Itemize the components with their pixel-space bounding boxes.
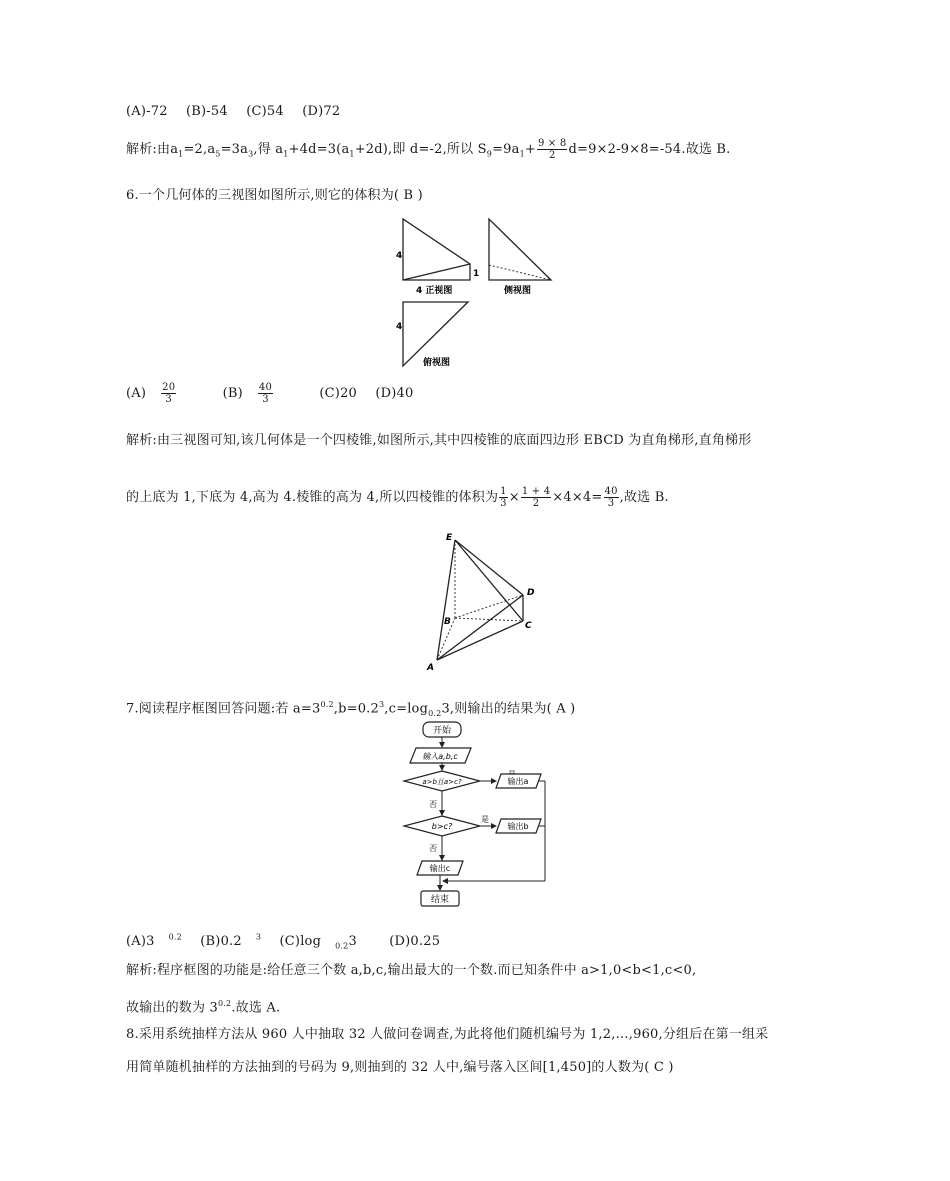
flow-cond1-label: a>b且a>c?	[422, 778, 462, 786]
label-c: C	[525, 621, 532, 631]
flow-output-b-label: 输出b	[507, 822, 529, 831]
side-view-label: 侧视图	[504, 286, 532, 296]
front-right-dim: 1	[473, 269, 480, 279]
q5-choice-a: (A)-72	[126, 104, 168, 119]
q5-fraction: $\frac{9 \times 8}{2}$	[537, 138, 567, 161]
side-view	[489, 219, 551, 296]
label-d: D	[527, 588, 535, 598]
flow-cond2-label: b>c?	[431, 822, 453, 831]
top-left-dim: 4	[396, 322, 403, 332]
top-view-label: 俯视图	[423, 358, 451, 368]
q5-choice-c: (C)54	[246, 104, 284, 119]
flow-output-a-label: 输出a	[507, 777, 529, 786]
q8-line2: 用简单随机抽样的方法抽到的号码为 9,则抽到的 32 人中,编号落入区间[1,450]的人数为( C )	[126, 1060, 674, 1075]
front-view	[396, 219, 479, 296]
q5-solution: 解析:由$a_1=2,a_5=3a_3$,得 $a_1+4d=3(a_1+2d)$,即 d=-2,所以 $S_9=9a_1+$ $\frac{9 \times 8}{2}$ d=9×2-9×8=-54.故选 B.	[126, 138, 731, 161]
flowchart-figure	[395, 718, 555, 910]
flow-input-label: 输入a,b,c	[422, 752, 458, 761]
label-a: A	[427, 663, 434, 673]
q7-choice-a: (A)3 $^{0.2}$	[126, 933, 182, 950]
q6-solution-line2: 的上底为 1,下底为 4,高为 4.棱锥的高为 4,所以四棱锥的体积为 $\frac{1}{3}$ × $\frac{1 + 4}{2}$ ×4×4= $\frac{40}{3}$ ,故选 B.	[126, 486, 669, 509]
q6-choices	[126, 382, 427, 405]
q7-choice-c: (C)log $_{0.2}$3	[279, 934, 357, 951]
flow-no2: 否	[429, 844, 437, 853]
q5-choice-b: (B)-54	[186, 104, 228, 119]
label-b: B	[444, 617, 451, 627]
pyramid-figure	[410, 528, 550, 673]
three-views-figure	[390, 214, 570, 374]
front-left-dim: 4	[396, 251, 403, 261]
q8-line1: 8.采用系统抽样方法从 960 人中抽取 32 人做问卷调查,为此将他们随机编号为 1,2,…,960,分组后在第一组采	[126, 1027, 769, 1042]
top-view	[396, 302, 468, 368]
q7-solution-line1: 解析:程序框图的功能是:给任意三个数 a,b,c,输出最大的一个数.而已知条件中 a>1,0<b<1,c<0,	[126, 963, 697, 978]
q7-choice-d: (D)0.25	[389, 934, 441, 950]
q5-choice-d: (D)72	[302, 104, 341, 119]
q7-question: 7.阅读程序框图回答问题:若 $a=3^{0.2},b=0.2^3,c=\log_{0.2}3$,则输出的结果为( A )	[126, 700, 576, 718]
q7-choice-b: (B)0.2 $^3$	[200, 933, 262, 950]
q7-choices	[126, 929, 454, 956]
front-view-label: 4 正视图	[416, 286, 453, 296]
q6-choice-b: (B) $\frac{40}{3}$	[222, 382, 273, 405]
q6-choice-a: (A) $\frac{20}{3}$	[126, 382, 176, 405]
q6-choice-c: (C)20	[319, 386, 358, 401]
flow-yes2: 是	[481, 815, 489, 824]
flow-output-c-label: 输出c	[429, 864, 451, 873]
flow-end-label: 结束	[430, 895, 450, 905]
flow-no1: 否	[429, 800, 437, 809]
flow-start-label: 开始	[432, 726, 452, 736]
q5-choices	[126, 103, 354, 121]
label-e: E	[446, 533, 453, 543]
q7-solution-line2: 故输出的数为 $3^{0.2}$.故选 A.	[126, 999, 281, 1016]
q6-solution-line1: 解析:由三视图可知,该几何体是一个四棱锥,如图所示,其中四棱锥的底面四边形 EBCD 为直角梯形,直角梯形	[126, 433, 752, 448]
q6-question: 6.一个几何体的三视图如图所示,则它的体积为( B )	[126, 188, 423, 203]
q6-choice-d: (D)40	[375, 386, 414, 401]
